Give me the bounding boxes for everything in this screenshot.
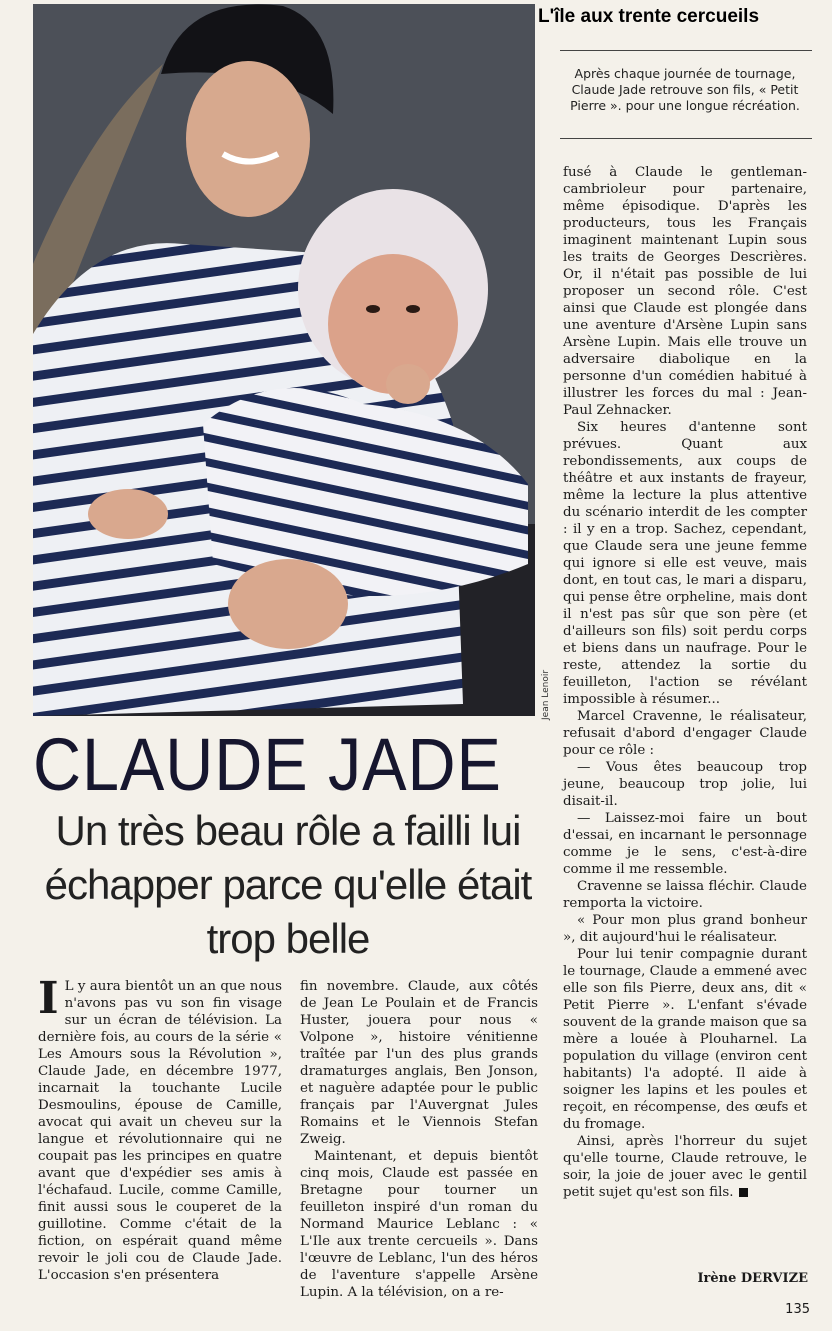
caption-top-rule [560, 50, 812, 51]
paragraph-text: Ainsi, après l'horreur du sujet qu'elle tourne, Claude retrouve, le soir, la joie de jouer avec le gentil petit sujet qu'est son fils. [563, 1134, 807, 1200]
paragraph: — Laissez-moi faire un bout d'essai, en incarnant le personnage comme je le sens, c'est-à-dire comme il me ressemble. [563, 811, 807, 877]
page-number: 135 [785, 1302, 810, 1317]
paragraph: « Pour mon plus grand bonheur », dit aujourd'hui le réalisateur. [563, 913, 807, 945]
paragraph: Maintenant, et depuis bientôt cinq mois, Claude est passée en Bretagne pour tourner un feuilleton inspiré d'un roman du Normand Maurice Leblanc : « L'Ile aux trente cercueils ». Dans l'œuvre de Leblanc, l'un des héros de l'aventure s'appelle Arsène Lupin. A la télévision, on a re- [300, 1149, 538, 1300]
paragraph-text: L y aura bientôt un an que nous n'avons pas vu son fin visage sur un écran de télévision. La dernière fois, au cours de la série « Les Amours sous la Révolution », Claude Jade, en décembre 1977, incarnait la touchante Lucile Desmoulins, épouse de Camille, avocat qui avait un cheveu sur la langue et révolutionnaire qui ne coupait pas les principes en quatre avant que d'expédier ses amis à l'échafaud. Lucile, comme Camille, finit aussi sous le couperet de la guillotine. Comme c'était de la fiction, on espérait quand même revoir le joli cou de Claude Jade. L'occasion s'en présentera [38, 979, 282, 1283]
paragraph: Six heures d'antenne sont prévues. Quant aux rebondissements, aux coups de théâtre et aux instants de frayeur, même la lecture la plus attentive du scénario interdit de les compter : il y en a trop. Sachez, cependant, que Claude sera une jeune femme qui ignore si elle est veuve, mais dont, en tout cas, le mari a disparu, qui pense être orpheline, mais dont il n'est pas sûr que son père (et d'ailleurs son fils) soit perdu corps et biens dans un naufrage. Pour le reste, attendez la sortie du feuilleton, l'action se révélant impossible à résumer... [563, 420, 807, 707]
article-column-right [563, 164, 807, 1201]
mother-and-child-illustration [33, 4, 535, 716]
paragraph: fin novembre. Claude, aux côtés de Jean Le Poulain et de Francis Huster, jouera pour nous « Volpone », histoire vénitienne traîtée par l'un des plus grands dramaturges anglais, Ben Jonson, et naguère adaptée pour le public français par l'Auvergnat Jules Romains et le Viennois Stefan Zweig. [300, 979, 538, 1147]
article-column-left [38, 973, 282, 1284]
paragraph: Marcel Cravenne, le réalisateur, refusait d'abord d'engager Claude pour ce rôle : [563, 709, 807, 758]
caption-bottom-rule [560, 138, 812, 139]
article-column-middle [300, 978, 538, 1301]
photo-credit: Jean Lenoir [541, 669, 551, 720]
paragraph [38, 973, 282, 1284]
series-title: L'île aux trente cercueils [538, 6, 760, 27]
end-mark-icon [739, 1188, 748, 1197]
paragraph: Cravenne se laissa fléchir. Claude remporta la victoire. [563, 879, 807, 911]
photo-caption: Après chaque journée de tournage, Claude Jade retrouve son fils, « Petit Pierre ». pour une longue récréation. [570, 66, 800, 113]
subheadline: Un très beau rôle a failli lui échapper parce qu'elle était trop belle [44, 807, 532, 962]
paragraph: fusé à Claude le gentleman-cambrioleur pour partenaire, même épisodique. D'après les producteurs, tous les Français imaginent maintenant Lupin sous les traits de Georges Descrières. Or, il n'était pas possible de lui proposer un second rôle. C'est ainsi que Claude est plongée dans une aventure d'Arsène Lupin sans Arsène Lupin. Mais elle trouve un adversaire diabolique en la personne d'un comédien habitué à illustrer les forces du mal : Jean-Paul Zehnacker. [563, 165, 807, 418]
paragraph: Pour lui tenir compagnie durant le tournage, Claude a emmené avec elle son fils Pierre, deux ans, dit « Petit Pierre ». L'enfant s'évade souvent de la grande maison que sa mère a louée à Plouharnel. La population du village (environ cent habitants) l'a adopté. Il aide à soigner les lapins et les poules et reçoit, en récompense, des œufs et du fromage. [563, 947, 807, 1132]
author-byline: Irène DERVIZE [697, 1271, 808, 1286]
headline: CLAUDE JADE [33, 723, 502, 806]
paragraph [563, 1133, 807, 1201]
dropcap: I [38, 973, 59, 1024]
paragraph: — Vous êtes beaucoup trop jeune, beaucoup trop jolie, lui disait-il. [563, 760, 807, 809]
article-photo [33, 4, 535, 716]
